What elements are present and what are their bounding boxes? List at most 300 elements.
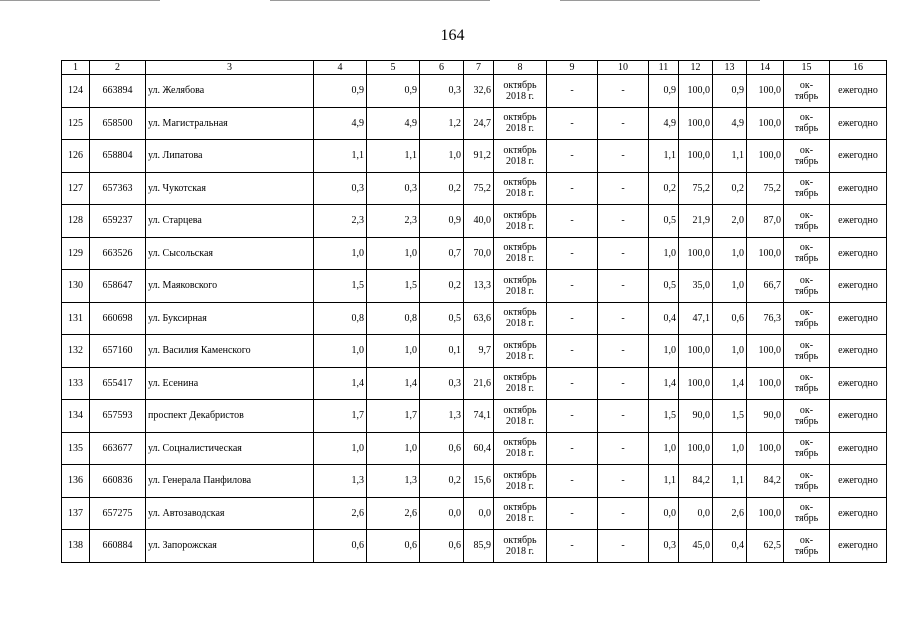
month-cell-line2: тябрь [794, 285, 819, 297]
table-row [62, 530, 887, 563]
col12-cell: 90,0 [679, 400, 713, 433]
col11-cell: 1,1 [649, 140, 679, 173]
col12-cell: 0,0 [679, 497, 713, 530]
date-cell [494, 302, 547, 335]
table-body [62, 75, 887, 563]
column-header-11: 11 [649, 61, 679, 75]
month-cell-line2: тябрь [794, 545, 819, 557]
col10-cell: - [598, 367, 649, 400]
col9-cell: - [547, 237, 598, 270]
col14-cell: 76,3 [747, 302, 784, 335]
row-number-cell: 127 [62, 172, 90, 205]
col7-cell: 40,0 [464, 205, 494, 238]
col5-cell: 1,5 [367, 270, 420, 303]
date-cell-line1: октябрь [503, 209, 537, 221]
col14-cell: 100,0 [747, 335, 784, 368]
col11-cell: 1,0 [649, 432, 679, 465]
date-cell-line2: 2018 г. [506, 448, 534, 460]
col7-cell: 60,4 [464, 432, 494, 465]
date-cell-line1: октябрь [503, 144, 537, 156]
col5-cell: 2,6 [367, 497, 420, 530]
col9-cell: - [547, 497, 598, 530]
month-cell [784, 107, 830, 140]
date-cell-line1: октябрь [503, 502, 537, 514]
code-cell: 658804 [90, 140, 146, 173]
col7-cell: 91,2 [464, 140, 494, 173]
month-cell [784, 465, 830, 498]
street-name-cell: ул. Старцева [146, 205, 314, 238]
month-cell-line1: ок- [799, 469, 814, 481]
date-cell [494, 465, 547, 498]
col6-cell: 0,2 [420, 465, 464, 498]
data-table [61, 60, 887, 563]
col7-cell: 9,7 [464, 335, 494, 368]
col14-cell: 90,0 [747, 400, 784, 433]
col14-cell: 100,0 [747, 237, 784, 270]
col9-cell: - [547, 172, 598, 205]
col5-cell: 0,8 [367, 302, 420, 335]
month-cell-line1: ок- [799, 177, 814, 189]
date-cell [494, 172, 547, 205]
col7-cell: 74,1 [464, 400, 494, 433]
scan-edge-mark [270, 0, 490, 1]
month-cell-line2: тябрь [794, 220, 819, 232]
col6-cell: 0,2 [420, 270, 464, 303]
row-number-cell: 124 [62, 75, 90, 108]
street-name-cell: ул. Запорожская [146, 530, 314, 563]
col14-cell: 100,0 [747, 75, 784, 108]
date-cell-line1: октябрь [503, 372, 537, 384]
frequency-cell: ежегодно [830, 140, 887, 173]
date-cell-line2: 2018 г. [506, 155, 534, 167]
col11-cell: 0,5 [649, 205, 679, 238]
col14-cell: 87,0 [747, 205, 784, 238]
table-row [62, 107, 887, 140]
column-header-13: 13 [713, 61, 747, 75]
month-cell-line1: ок- [799, 209, 814, 221]
code-cell: 655417 [90, 367, 146, 400]
col12-cell: 75,2 [679, 172, 713, 205]
frequency-cell: ежегодно [830, 302, 887, 335]
row-number-cell: 133 [62, 367, 90, 400]
col13-cell: 1,1 [713, 140, 747, 173]
month-cell [784, 237, 830, 270]
col13-cell: 2,0 [713, 205, 747, 238]
street-name-cell: ул. Маяковского [146, 270, 314, 303]
street-name-cell: ул. Липатова [146, 140, 314, 173]
col9-cell: - [547, 530, 598, 563]
street-name-cell: ул. Василия Каменского [146, 335, 314, 368]
street-name-cell: ул. Буксирная [146, 302, 314, 335]
scan-edge-mark [560, 0, 760, 1]
date-cell [494, 75, 547, 108]
col4-cell: 0,3 [314, 172, 367, 205]
col7-cell: 21,6 [464, 367, 494, 400]
frequency-cell: ежегодно [830, 172, 887, 205]
col13-cell: 4,9 [713, 107, 747, 140]
month-cell [784, 367, 830, 400]
table-row [62, 205, 887, 238]
row-number-cell: 138 [62, 530, 90, 563]
row-number-cell: 129 [62, 237, 90, 270]
column-header-2: 2 [90, 61, 146, 75]
frequency-cell: ежегодно [830, 497, 887, 530]
col9-cell: - [547, 270, 598, 303]
frequency-cell: ежегодно [830, 367, 887, 400]
col13-cell: 1,4 [713, 367, 747, 400]
col4-cell: 1,1 [314, 140, 367, 173]
month-cell-line1: ок- [799, 112, 814, 124]
street-name-cell: ул. Чукотская [146, 172, 314, 205]
col11-cell: 0,4 [649, 302, 679, 335]
col6-cell: 0,2 [420, 172, 464, 205]
col5-cell: 0,3 [367, 172, 420, 205]
row-number-cell: 128 [62, 205, 90, 238]
date-cell [494, 270, 547, 303]
month-cell-line2: тябрь [794, 480, 819, 492]
col6-cell: 0,6 [420, 432, 464, 465]
col6-cell: 1,3 [420, 400, 464, 433]
col14-cell: 100,0 [747, 107, 784, 140]
col12-cell: 100,0 [679, 367, 713, 400]
table-row [62, 270, 887, 303]
table-row [62, 140, 887, 173]
col4-cell: 1,0 [314, 335, 367, 368]
date-cell [494, 237, 547, 270]
column-header-5: 5 [367, 61, 420, 75]
month-cell-line2: тябрь [794, 318, 819, 330]
date-cell-line2: 2018 г. [506, 220, 534, 232]
frequency-cell: ежегодно [830, 465, 887, 498]
row-number-cell: 126 [62, 140, 90, 173]
street-name-cell: ул. Желябова [146, 75, 314, 108]
month-cell-line1: ок- [799, 372, 814, 384]
col5-cell: 1,3 [367, 465, 420, 498]
frequency-cell: ежегодно [830, 335, 887, 368]
month-cell-line2: тябрь [794, 90, 819, 102]
code-cell: 657275 [90, 497, 146, 530]
col14-cell: 75,2 [747, 172, 784, 205]
date-cell-line2: 2018 г. [506, 383, 534, 395]
col10-cell: - [598, 530, 649, 563]
col10-cell: - [598, 465, 649, 498]
month-cell [784, 140, 830, 173]
col5-cell: 1,0 [367, 237, 420, 270]
date-cell-line2: 2018 г. [506, 90, 534, 102]
date-cell [494, 367, 547, 400]
col7-cell: 24,7 [464, 107, 494, 140]
col6-cell: 0,9 [420, 205, 464, 238]
col7-cell: 32,6 [464, 75, 494, 108]
date-cell-line1: октябрь [503, 242, 537, 254]
row-number-cell: 137 [62, 497, 90, 530]
col5-cell: 4,9 [367, 107, 420, 140]
date-cell [494, 497, 547, 530]
date-cell [494, 107, 547, 140]
col14-cell: 100,0 [747, 497, 784, 530]
table-row [62, 75, 887, 108]
code-cell: 658647 [90, 270, 146, 303]
col13-cell: 0,9 [713, 75, 747, 108]
street-name-cell: ул. Генерала Панфилова [146, 465, 314, 498]
col6-cell: 1,2 [420, 107, 464, 140]
frequency-cell: ежегодно [830, 270, 887, 303]
col9-cell: - [547, 140, 598, 173]
month-cell-line2: тябрь [794, 415, 819, 427]
col13-cell: 1,5 [713, 400, 747, 433]
col9-cell: - [547, 400, 598, 433]
date-cell [494, 400, 547, 433]
col5-cell: 1,7 [367, 400, 420, 433]
row-number-cell: 132 [62, 335, 90, 368]
code-cell: 657593 [90, 400, 146, 433]
date-cell-line1: октябрь [503, 404, 537, 416]
month-cell-line1: ок- [799, 404, 814, 416]
col7-cell: 0,0 [464, 497, 494, 530]
col9-cell: - [547, 75, 598, 108]
date-cell-line1: октябрь [503, 177, 537, 189]
col4-cell: 1,7 [314, 400, 367, 433]
table-row [62, 367, 887, 400]
col11-cell: 0,5 [649, 270, 679, 303]
table-row [62, 237, 887, 270]
month-cell [784, 75, 830, 108]
column-header-4: 4 [314, 61, 367, 75]
col13-cell: 0,6 [713, 302, 747, 335]
col7-cell: 70,0 [464, 237, 494, 270]
col5-cell: 1,0 [367, 432, 420, 465]
table-row [62, 335, 887, 368]
month-cell [784, 172, 830, 205]
col4-cell: 1,0 [314, 432, 367, 465]
col7-cell: 75,2 [464, 172, 494, 205]
col11-cell: 1,0 [649, 335, 679, 368]
col5-cell: 0,9 [367, 75, 420, 108]
col10-cell: - [598, 205, 649, 238]
col13-cell: 1,1 [713, 465, 747, 498]
date-cell-line2: 2018 г. [506, 513, 534, 525]
col14-cell: 62,5 [747, 530, 784, 563]
col13-cell: 1,0 [713, 432, 747, 465]
date-cell-line2: 2018 г. [506, 318, 534, 330]
column-header-3: 3 [146, 61, 314, 75]
month-cell-line1: ок- [799, 307, 814, 319]
col11-cell: 4,9 [649, 107, 679, 140]
col10-cell: - [598, 432, 649, 465]
column-header-15: 15 [784, 61, 830, 75]
month-cell [784, 497, 830, 530]
col13-cell: 2,6 [713, 497, 747, 530]
month-cell-line2: тябрь [794, 513, 819, 525]
date-cell-line1: октябрь [503, 339, 537, 351]
column-header-10: 10 [598, 61, 649, 75]
col12-cell: 84,2 [679, 465, 713, 498]
frequency-cell: ежегодно [830, 432, 887, 465]
col4-cell: 0,8 [314, 302, 367, 335]
date-cell-line2: 2018 г. [506, 253, 534, 265]
col7-cell: 63,6 [464, 302, 494, 335]
frequency-cell: ежегодно [830, 75, 887, 108]
col5-cell: 2,3 [367, 205, 420, 238]
month-cell [784, 335, 830, 368]
street-name-cell: ул. Магистральная [146, 107, 314, 140]
month-cell-line2: тябрь [794, 383, 819, 395]
col11-cell: 0,2 [649, 172, 679, 205]
col6-cell: 0,5 [420, 302, 464, 335]
col12-cell: 21,9 [679, 205, 713, 238]
date-cell-line2: 2018 г. [506, 480, 534, 492]
col12-cell: 35,0 [679, 270, 713, 303]
date-cell [494, 432, 547, 465]
date-cell [494, 335, 547, 368]
col6-cell: 0,3 [420, 75, 464, 108]
month-cell-line1: ок- [799, 144, 814, 156]
header-row [62, 61, 887, 75]
street-name-cell: ул. Автозаводская [146, 497, 314, 530]
col12-cell: 100,0 [679, 107, 713, 140]
month-cell-line1: ок- [799, 534, 814, 546]
col9-cell: - [547, 367, 598, 400]
col11-cell: 1,1 [649, 465, 679, 498]
month-cell-line1: ок- [799, 437, 814, 449]
column-header-9: 9 [547, 61, 598, 75]
date-cell-line2: 2018 г. [506, 415, 534, 427]
code-cell: 657363 [90, 172, 146, 205]
col13-cell: 1,0 [713, 335, 747, 368]
col11-cell: 1,4 [649, 367, 679, 400]
col4-cell: 1,3 [314, 465, 367, 498]
col14-cell: 84,2 [747, 465, 784, 498]
row-number-cell: 131 [62, 302, 90, 335]
row-number-cell: 130 [62, 270, 90, 303]
col4-cell: 0,6 [314, 530, 367, 563]
col6-cell: 0,7 [420, 237, 464, 270]
month-cell-line1: ок- [799, 242, 814, 254]
date-cell-line2: 2018 г. [506, 545, 534, 557]
col10-cell: - [598, 107, 649, 140]
date-cell [494, 140, 547, 173]
table-row [62, 302, 887, 335]
month-cell [784, 270, 830, 303]
code-cell: 660698 [90, 302, 146, 335]
street-name-cell: ул. Есенина [146, 367, 314, 400]
table-row [62, 465, 887, 498]
column-header-12: 12 [679, 61, 713, 75]
date-cell-line2: 2018 г. [506, 188, 534, 200]
col6-cell: 1,0 [420, 140, 464, 173]
col14-cell: 100,0 [747, 367, 784, 400]
frequency-cell: ежегодно [830, 530, 887, 563]
date-cell-line1: октябрь [503, 307, 537, 319]
col12-cell: 100,0 [679, 140, 713, 173]
col9-cell: - [547, 335, 598, 368]
col7-cell: 15,6 [464, 465, 494, 498]
street-name-cell: ул. Соцналистическая [146, 432, 314, 465]
col13-cell: 0,2 [713, 172, 747, 205]
month-cell-line2: тябрь [794, 350, 819, 362]
code-cell: 663677 [90, 432, 146, 465]
code-cell: 663894 [90, 75, 146, 108]
month-cell-line2: тябрь [794, 253, 819, 265]
frequency-cell: ежегодно [830, 237, 887, 270]
date-cell-line1: октябрь [503, 79, 537, 91]
date-cell-line1: октябрь [503, 112, 537, 124]
col7-cell: 13,3 [464, 270, 494, 303]
frequency-cell: ежегодно [830, 107, 887, 140]
col13-cell: 0,4 [713, 530, 747, 563]
month-cell-line2: тябрь [794, 123, 819, 135]
col4-cell: 4,9 [314, 107, 367, 140]
col4-cell: 2,6 [314, 497, 367, 530]
col6-cell: 0,3 [420, 367, 464, 400]
col4-cell: 2,3 [314, 205, 367, 238]
col10-cell: - [598, 335, 649, 368]
col12-cell: 100,0 [679, 432, 713, 465]
col9-cell: - [547, 432, 598, 465]
col10-cell: - [598, 302, 649, 335]
frequency-cell: ежегодно [830, 400, 887, 433]
column-header-8: 8 [494, 61, 547, 75]
col12-cell: 45,0 [679, 530, 713, 563]
column-header-1: 1 [62, 61, 90, 75]
month-cell-line1: ок- [799, 502, 814, 514]
col14-cell: 66,7 [747, 270, 784, 303]
col4-cell: 1,5 [314, 270, 367, 303]
code-cell: 659237 [90, 205, 146, 238]
col14-cell: 100,0 [747, 140, 784, 173]
col11-cell: 1,0 [649, 237, 679, 270]
row-number-cell: 134 [62, 400, 90, 433]
col10-cell: - [598, 270, 649, 303]
row-number-cell: 136 [62, 465, 90, 498]
month-cell [784, 432, 830, 465]
col10-cell: - [598, 172, 649, 205]
month-cell-line1: ок- [799, 79, 814, 91]
col7-cell: 85,9 [464, 530, 494, 563]
date-cell-line2: 2018 г. [506, 123, 534, 135]
col6-cell: 0,6 [420, 530, 464, 563]
col9-cell: - [547, 107, 598, 140]
code-cell: 657160 [90, 335, 146, 368]
col12-cell: 100,0 [679, 237, 713, 270]
col10-cell: - [598, 400, 649, 433]
table-row [62, 172, 887, 205]
column-header-7: 7 [464, 61, 494, 75]
code-cell: 663526 [90, 237, 146, 270]
month-cell-line1: ок- [799, 274, 814, 286]
date-cell-line2: 2018 г. [506, 350, 534, 362]
col10-cell: - [598, 140, 649, 173]
col9-cell: - [547, 205, 598, 238]
column-header-6: 6 [420, 61, 464, 75]
col5-cell: 1,0 [367, 335, 420, 368]
code-cell: 660884 [90, 530, 146, 563]
month-cell-line2: тябрь [794, 448, 819, 460]
row-number-cell: 135 [62, 432, 90, 465]
code-cell: 658500 [90, 107, 146, 140]
code-cell: 660836 [90, 465, 146, 498]
col5-cell: 1,4 [367, 367, 420, 400]
col11-cell: 0,9 [649, 75, 679, 108]
row-number-cell: 125 [62, 107, 90, 140]
street-name-cell: ул. Сысольская [146, 237, 314, 270]
col4-cell: 0,9 [314, 75, 367, 108]
col9-cell: - [547, 465, 598, 498]
col11-cell: 0,3 [649, 530, 679, 563]
col14-cell: 100,0 [747, 432, 784, 465]
page-number: 164 [440, 27, 465, 44]
col6-cell: 0,1 [420, 335, 464, 368]
